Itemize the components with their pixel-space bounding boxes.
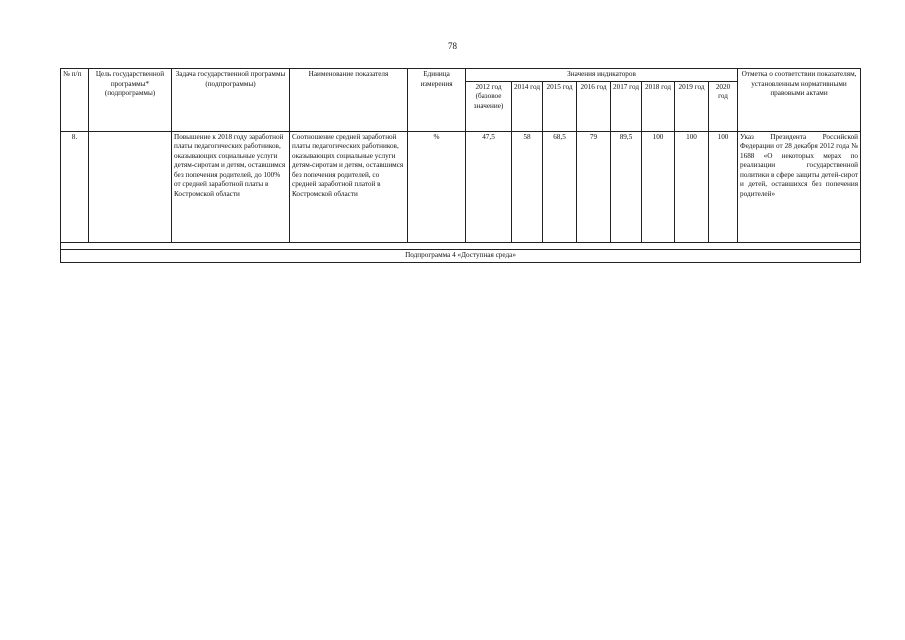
year-header: 2015 год [543, 81, 577, 131]
row-value: 100 [709, 131, 738, 242]
row-value: 100 [642, 131, 675, 242]
header-num: № п/п [61, 69, 89, 132]
year-header: 2018 год [642, 81, 675, 131]
row-value: 47,5 [466, 131, 512, 242]
header-values-group: Значения индикаторов [466, 69, 738, 82]
row-value: 100 [675, 131, 709, 242]
row-num: 8. [61, 131, 89, 242]
row-note: Указ Президента Российской Федерации от 28 декабря 2012 года № 1688 «О некоторых мерах по реализации государственной политики в сфере защиты детей-сирот и детей, оставшихся без попечения родителей» [738, 131, 861, 242]
subprogram-title: Подпрограмма 4 «Доступная среда» [61, 249, 861, 262]
row-task: Повышение к 2018 году заработной платы педагогических работников, оказывающих социальные услуги детям-сиротам и детям, оставшимся без попечения родителей, до 100% от средней заработной платы в Костромской области [172, 131, 290, 242]
year-header: 2019 год [675, 81, 709, 131]
row-value: 58 [512, 131, 543, 242]
page-number: 78 [448, 41, 457, 51]
indicators-table [60, 68, 861, 263]
year-header: 2020 год [709, 81, 738, 131]
table-row [61, 131, 861, 242]
row-unit: % [408, 131, 466, 242]
row-value: 89,5 [611, 131, 642, 242]
spacer-cell [61, 242, 861, 249]
year-header: 2017 год [611, 81, 642, 131]
row-value: 79 [577, 131, 611, 242]
row-value: 68,5 [543, 131, 577, 242]
header-unit: Единица измерения [408, 69, 466, 132]
header-goal: Цель государственной программы* (подпрограммы) [89, 69, 172, 132]
header-task: Задача государственной программы (подпрограммы) [172, 69, 290, 132]
header-row [61, 69, 861, 82]
year-header: 2014 год [512, 81, 543, 131]
year-header: 2016 год [577, 81, 611, 131]
row-goal [89, 131, 172, 242]
spacer-row [61, 242, 861, 249]
row-indicator: Соотношение средней заработной платы педагогических работников, оказывающих социальные услуги детям-сиротам и детям, оставшимся без попечения родителей, со средней заработной платой в Костромской области [290, 131, 408, 242]
header-note: Отметка о соответствии показателям, установленным нормативными правовыми актами [738, 69, 861, 132]
subprogram-row [61, 249, 861, 262]
year-header: 2012 год (базовое значение) [466, 81, 512, 131]
header-indicator: Наименование показателя [290, 69, 408, 132]
